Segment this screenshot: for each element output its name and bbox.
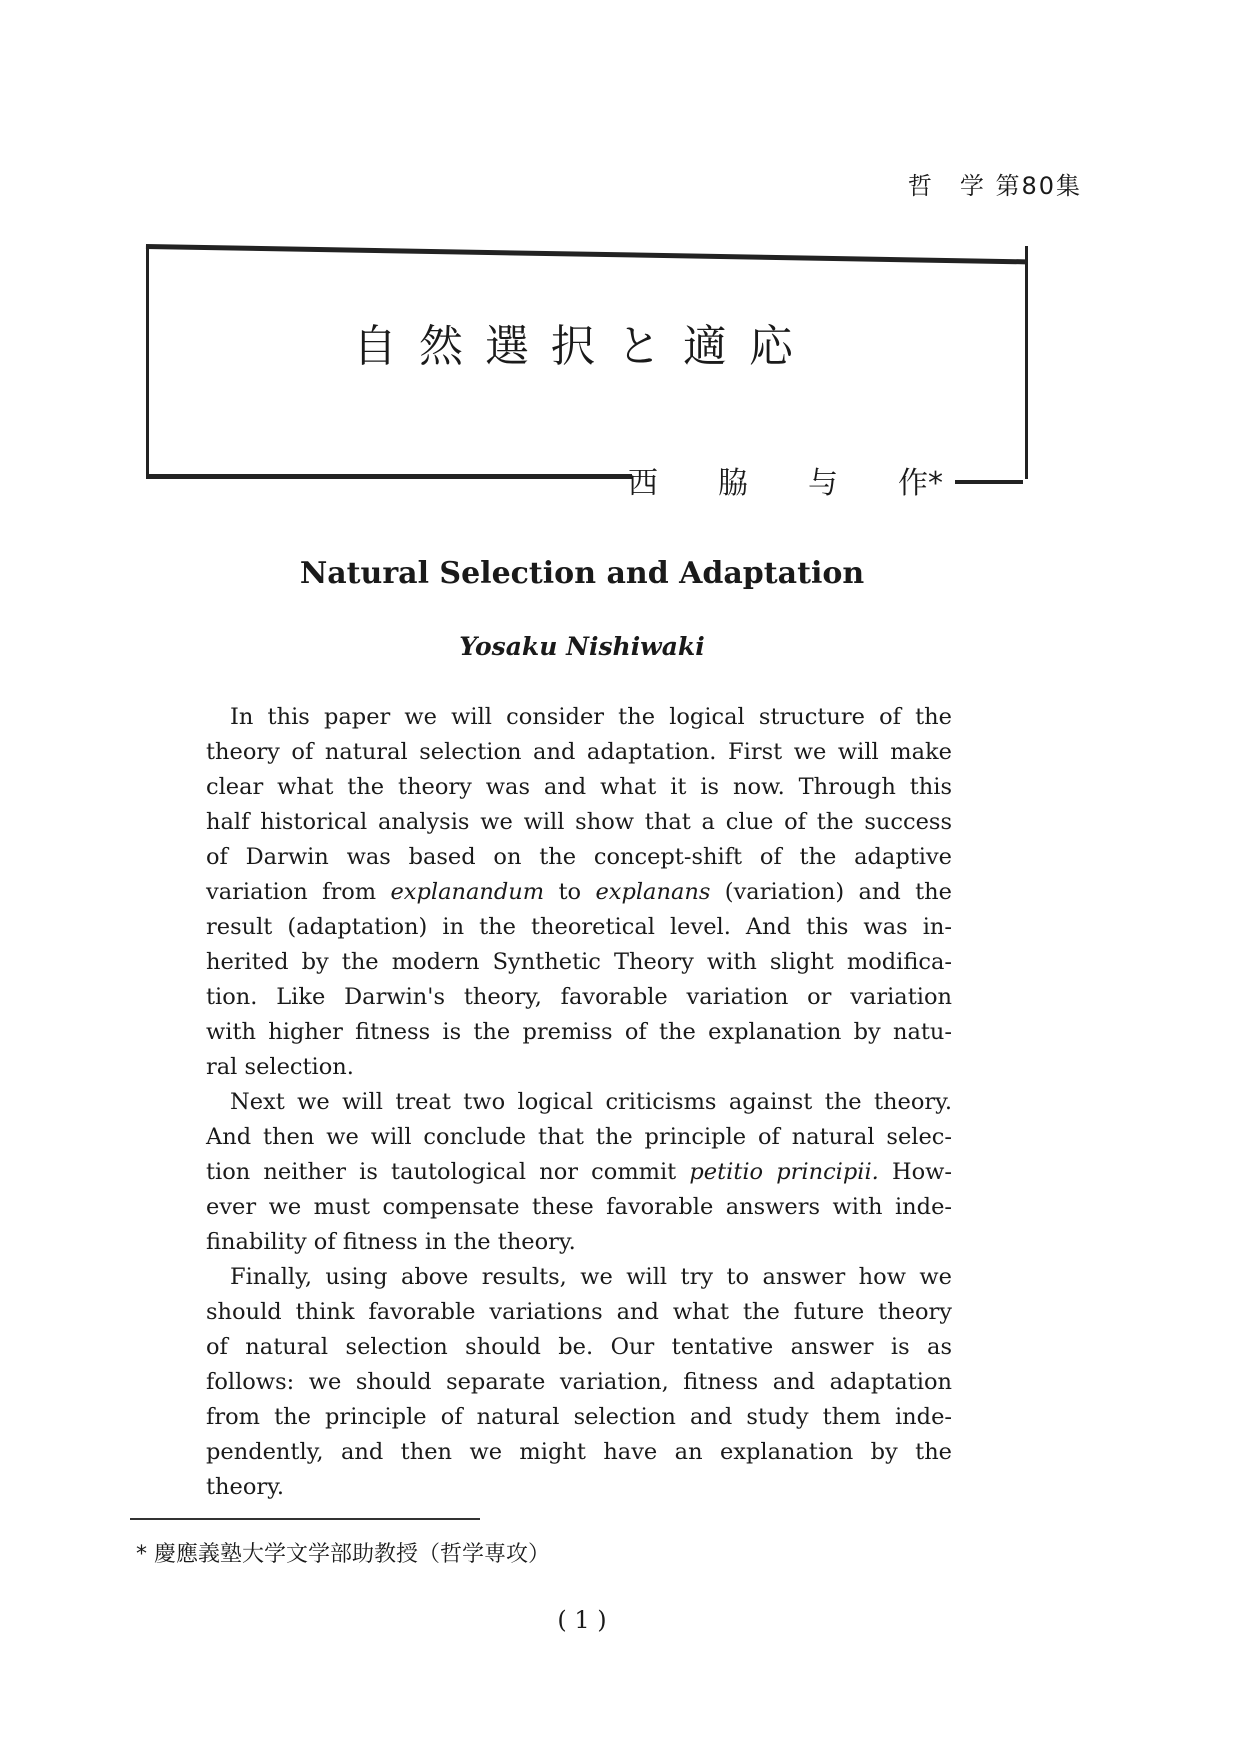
text-line: [206, 700, 952, 735]
text-segment: And then we will conclude that the principle of natural selec-: [206, 1124, 952, 1150]
italic-term: petitio principii.: [689, 1159, 879, 1185]
paragraph: [206, 700, 952, 1085]
page-number: ( 1 ): [557, 1606, 607, 1634]
author-char: 与: [808, 466, 838, 501]
text-segment: tion. Like Darwin's theory, favorable variation or variation: [206, 984, 952, 1010]
abstract-body: [206, 700, 952, 1505]
text-line: [206, 1155, 952, 1190]
text-segment: follows: we should separate variation, fitness and adaptation: [206, 1369, 952, 1395]
text-segment: with higher fitness is the premiss of the explanation by natu-: [206, 1019, 952, 1045]
text-segment: pendently, and then we might have an explanation by the: [206, 1439, 952, 1465]
japanese-author: [628, 458, 1003, 502]
journal-header: 哲 学 第80集: [907, 172, 1082, 200]
text-segment: of natural selection should be. Our tentative answer is as: [206, 1334, 952, 1360]
title-frame-bottom-rule-left: [146, 474, 632, 479]
text-segment: from the principle of natural selection and study them inde-: [206, 1404, 952, 1430]
text-line: [206, 805, 952, 840]
text-segment: to: [544, 879, 596, 905]
text-segment: theory.: [206, 1474, 285, 1500]
footnote: * 慶應義塾大学文学部助教授（哲学専攻）: [136, 1542, 550, 1567]
text-line: [206, 1085, 952, 1120]
text-line: [206, 1365, 952, 1400]
english-title: Natural Selection and Adaptation: [299, 556, 865, 591]
text-line: [206, 945, 952, 980]
text-line: [206, 840, 952, 875]
author-char: 作*: [898, 466, 943, 501]
text-segment: How-: [878, 1159, 952, 1185]
text-segment: (variation) and the: [710, 879, 952, 905]
text-line: [206, 770, 952, 805]
text-line: [206, 1330, 952, 1365]
english-author: Yosaku Nishiwaki: [459, 632, 705, 661]
text-segment: Finally, using above results, we will try to answer how we: [230, 1264, 952, 1290]
text-segment: ral selection.: [206, 1054, 354, 1080]
text-line: [206, 875, 952, 910]
text-segment: theory of natural selection and adaptation. First we will make: [206, 739, 952, 765]
author-char: 西: [628, 466, 658, 501]
text-segment: herited by the modern Synthetic Theory with slight modifica-: [206, 949, 952, 975]
text-line: [206, 1225, 952, 1260]
text-line: [206, 1295, 952, 1330]
text-line: [206, 1400, 952, 1435]
italic-term: explanandum: [390, 879, 545, 905]
text-segment: ever we must compensate these favorable answers with inde-: [206, 1194, 952, 1220]
text-segment: of Darwin was based on the concept-shift of the adaptive: [206, 844, 952, 870]
text-line: [206, 1050, 952, 1085]
text-line: [206, 735, 952, 770]
text-segment: tion neither is tautological nor commit: [206, 1159, 690, 1185]
text-segment: finability of fitness in the theory.: [206, 1229, 576, 1255]
italic-term: explanans: [595, 879, 711, 905]
text-line: [206, 1260, 952, 1295]
paragraph: [206, 1085, 952, 1260]
text-line: [206, 910, 952, 945]
text-segment: clear what the theory was and what it is now. Through this: [206, 774, 952, 800]
text-segment: result (adaptation) in the theoretical level. And this was in-: [206, 914, 952, 940]
text-segment: half historical analysis we will show that a clue of the success: [206, 809, 952, 835]
text-line: [206, 980, 952, 1015]
text-line: [206, 1470, 952, 1505]
text-line: [206, 1435, 952, 1470]
text-line: [206, 1015, 952, 1050]
text-line: [206, 1120, 952, 1155]
text-segment: variation from: [206, 879, 391, 905]
text-segment: should think favorable variations and what the future theory: [206, 1299, 952, 1325]
author-char: 脇: [718, 466, 748, 501]
text-line: [206, 1190, 952, 1225]
footnote-rule: [130, 1518, 480, 1520]
paragraph: [206, 1260, 952, 1505]
text-segment: In this paper we will consider the logical structure of the: [230, 704, 952, 730]
text-segment: Next we will treat two logical criticisms against the theory.: [230, 1089, 952, 1115]
japanese-title: 自然選択と適応: [353, 321, 815, 372]
